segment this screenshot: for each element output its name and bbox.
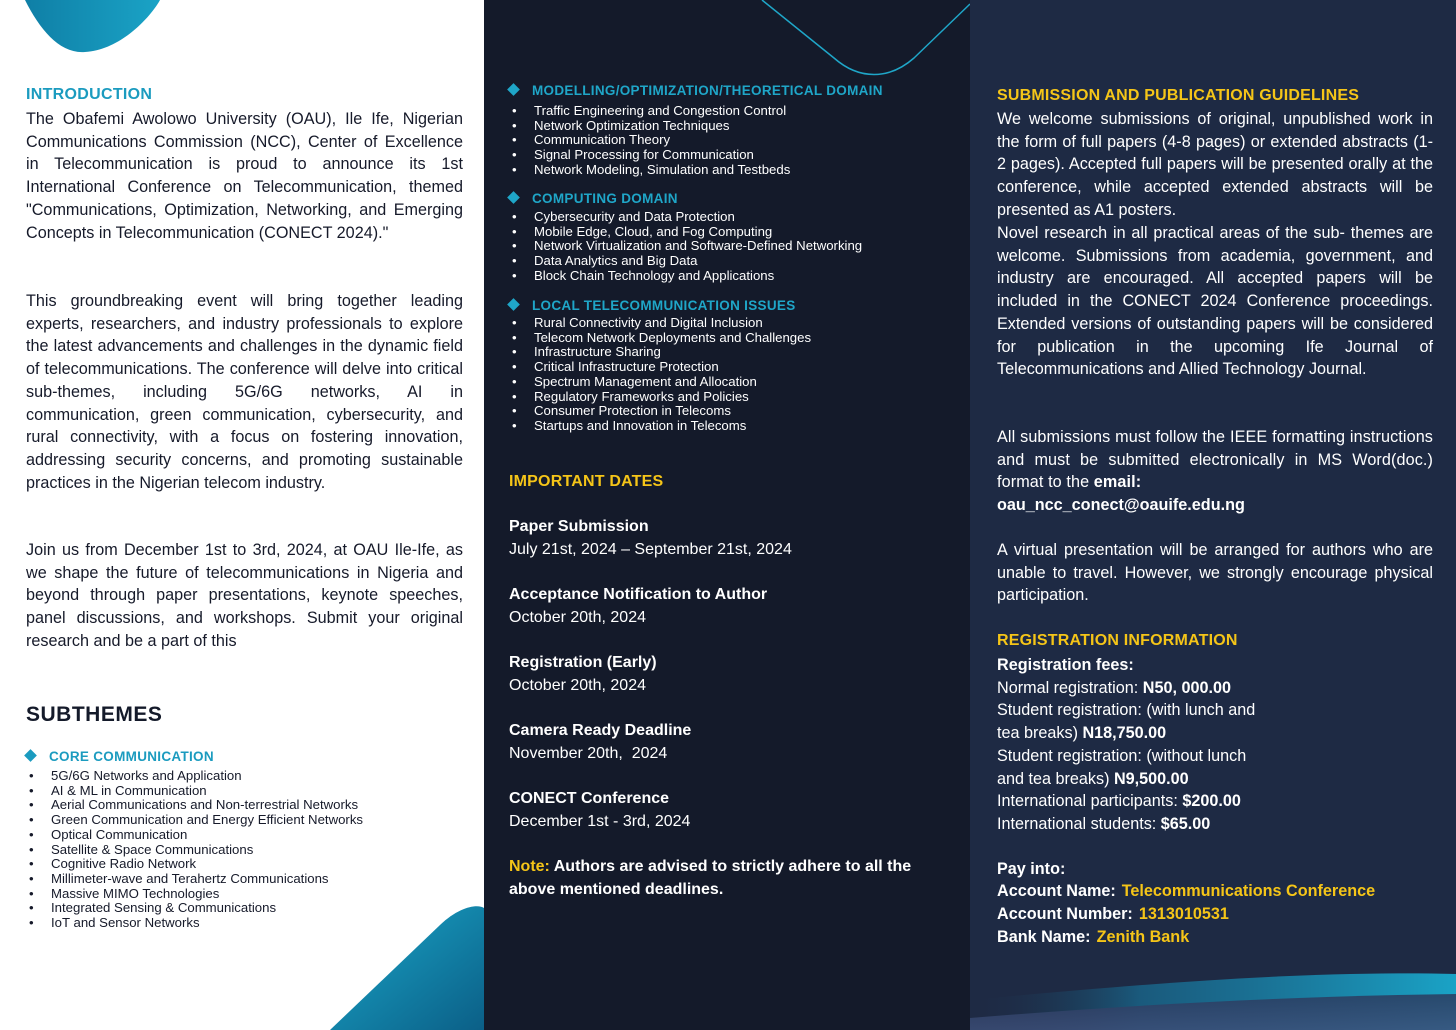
submission-paragraph-3 [997,426,1433,494]
local-telecom-issues-list [509,316,811,434]
modelling-domain-title: MODELLING/OPTIMIZATION/THEORETICAL DOMAIN [532,83,883,98]
submission-paragraph-4: A virtual presentation will be arranged for authors who are unable to travel. However, we strongly encourage physical participation. [997,541,1433,605]
core-communication-heading [26,749,214,764]
date-value: July 21st, 2024 – September 21st, 2024 [509,541,792,558]
bottom-teal-wave-decoration [970,960,1456,1030]
list-item: • Massive MIMO Technologies [26,887,363,902]
diamond-bullet-icon [24,749,37,762]
list-item: • Critical Infrastructure Protection [509,360,811,375]
local-telecom-issues-title: LOCAL TELECOMMUNICATION ISSUES [532,298,796,313]
introduction-heading: INTRODUCTION [26,86,153,103]
date-title: Camera Ready Deadline [509,722,692,739]
submission-guidelines-heading: SUBMISSION AND PUBLICATION GUIDELINES [997,87,1360,104]
list-item: • Block Chain Technology and Applications [509,269,862,284]
list-item: • Network Modeling, Simulation and Testbeds [509,163,790,178]
middle-panel [484,0,970,1030]
fee-label: and tea breaks) [997,769,1110,788]
date-title: CONECT Conference [509,790,670,807]
computing-domain-list [509,210,862,284]
list-item: • Cybersecurity and Data Protection [509,210,862,225]
fee-label: International participants: [997,792,1178,811]
email-label: email: [1093,473,1142,492]
list-item: • Integrated Sensing & Communications [26,901,363,916]
fee-amount: $200.00 [1182,792,1241,811]
fee-amount: N9,500.00 [1113,769,1189,788]
bank-name-row [997,926,1189,949]
modelling-domain-list [509,104,790,178]
account-name-row [997,880,1375,903]
subthemes-heading: SUBTHEMES [26,703,163,726]
list-item: • Rural Connectivity and Digital Inclusion [509,316,811,331]
list-item: • IoT and Sensor Networks [26,916,363,931]
fee-label: Student registration: (with lunch and [997,701,1256,720]
fee-amount: N18,750.00 [1082,724,1167,743]
fee-amount: $65.00 [1160,814,1211,833]
submission-paragraph-1: We welcome submissions of original, unpublished work in the form of full papers (4-8 pages) or extended abstracts (1-2 pages). Accepted full papers will be presented orally at the conference, while accepted extended abstracts will be presented as A1 posters. [997,110,1433,219]
list-item: • Mobile Edge, Cloud, and Fog Computing [509,225,862,240]
fee-label: Student registration: (without lunch [997,746,1247,765]
list-item: • Consumer Protection in Telecoms [509,404,811,419]
list-item: • Traffic Engineering and Congestion Control [509,104,790,119]
computing-domain-heading [509,191,678,206]
list-item: • Spectrum Management and Allocation [509,375,811,390]
account-name-label: Account Name: [997,882,1116,900]
core-communication-title: CORE COMMUNICATION [49,749,214,764]
submission-paragraph-2: Novel research in all practical areas of the sub- themes are welcome. Submissions from academia, government, and industry are encouraged. All accepted papers will be included in the CONECT 2024 Conference proceedings. Extended versions of outstanding papers will be considered for publication in the upcoming Ife Journal of Telecommunications and Allied Technology Journal. [997,224,1433,379]
deadline-note [509,856,959,901]
list-item: • Aerial Communications and Non-terrestrial Networks [26,798,363,813]
list-item: • Regulatory Frameworks and Policies [509,390,811,405]
diamond-bullet-icon [507,83,520,96]
note-label: Note: [509,858,550,875]
list-item: • Network Optimization Techniques [509,119,790,134]
submission-instructions: All submissions must follow the IEEE formatting instructions and must be submitted electronically in MS Word(doc.) format to the [997,428,1433,492]
right-panel [970,0,1456,1030]
list-item: • Cognitive Radio Network [26,857,363,872]
core-communication-list [26,769,363,931]
modelling-domain-heading [509,83,883,98]
pay-into-label: Pay into: [997,860,1066,878]
list-item: • Green Communication and Energy Efficient Networks [26,813,363,828]
diamond-bullet-icon [507,191,520,204]
submission-email[interactable]: oau_ncc_conect@oauife.edu.ng [997,496,1245,514]
list-item: • 5G/6G Networks and Application [26,769,363,784]
list-item: • Startups and Innovation in Telecoms [509,419,811,434]
fee-amount: N50, 000.00 [1142,678,1231,697]
introduction-paragraph-2: This groundbreaking event will bring together leading experts, researchers, and industry professionals to explore the latest advancements and challenges in the dynamic field of telecommunications. The conference will delve into critical sub-themes, including 5G/6G networks, AI in communication, green communication, cybersecurity, and rural connectivity, with a focus on fostering innovation, addressing security concerns, and promoting sustainable practices in the Nigerian telecom industry. [26,292,463,492]
date-title: Registration (Early) [509,654,657,671]
account-number-label: Account Number: [997,905,1133,923]
date-value: October 20th, 2024 [509,609,646,626]
account-number-row [997,903,1229,926]
left-panel [0,0,484,1030]
note-text: Authors are advised to strictly adhere to all the above mentioned deadlines. [509,858,912,898]
fee-label: International students: [997,814,1157,833]
list-item: • Telecom Network Deployments and Challenges [509,331,811,346]
date-value: November 20th, 2024 [509,745,668,762]
account-number-value: 1313010531 [1138,905,1229,923]
registration-heading: REGISTRATION INFORMATION [997,632,1238,649]
top-teal-wave-decoration [0,0,484,60]
list-item: • Communication Theory [509,133,790,148]
registration-fees-label: Registration fees: [997,656,1134,674]
local-telecom-issues-heading [509,298,796,313]
list-item: • AI & ML in Communication [26,784,363,799]
fee-label: tea breaks) [997,724,1078,743]
computing-domain-title: COMPUTING DOMAIN [532,191,678,206]
introduction-paragraph-3: Join us from December 1st to 3rd, 2024, at OAU Ile-Ife, as we shape the future of telecommunications in Nigeria and beyond through paper presentations, keynote speeches, panel discussions, and workshops. Submit your original research and be a part of this [26,541,463,650]
diamond-bullet-icon [507,298,520,311]
list-item: • Millimeter-wave and Terahertz Communications [26,872,363,887]
date-value: December 1st - 3rd, 2024 [509,813,691,830]
bank-name-label: Bank Name: [997,928,1091,946]
list-item: • Optical Communication [26,828,363,843]
list-item: • Data Analytics and Big Data [509,254,862,269]
introduction-paragraph-1: The Obafemi Awolowo University (OAU), Ile Ife, Nigerian Communications Commission (NCC), Center of Excellence in Telecommunication is proud to announce its 1st International Conference on Telecommunication, themed "Communications, Optimization, Networking, and Emerging Concepts in Telecommunication (CONECT 2024)." [26,110,463,242]
top-arc-line-decoration [484,0,970,90]
account-name-value: Telecommunications Conference [1121,882,1376,900]
list-item: • Signal Processing for Communication [509,148,790,163]
date-title: Paper Submission [509,518,649,535]
list-item: • Network Virtualization and Software-Defined Networking [509,239,862,254]
list-item: • Infrastructure Sharing [509,345,811,360]
list-item: • Satellite & Space Communications [26,843,363,858]
important-dates-heading: IMPORTANT DATES [509,473,664,490]
registration-fees-list [997,654,1437,836]
date-value: October 20th, 2024 [509,677,646,694]
fee-label: Normal registration: [997,678,1139,697]
date-title: Acceptance Notification to Author [509,586,768,603]
bank-name-value: Zenith Bank [1096,928,1190,946]
